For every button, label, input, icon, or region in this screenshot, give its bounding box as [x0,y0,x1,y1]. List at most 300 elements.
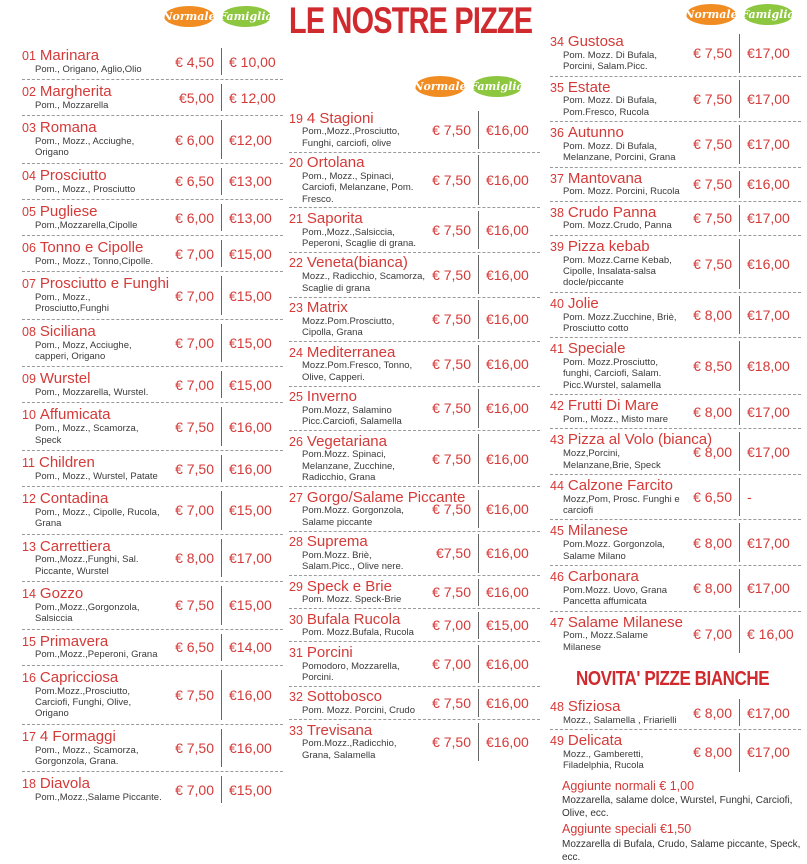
price-normale: € 7,00 [175,781,214,798]
item-ingredients: Pom., Mozzarella [35,99,109,111]
price-famiglia: €17,00 [739,733,801,772]
item-ingredients: Mozz., Radicchio, Scamorza, Scaglie di grana [302,271,426,294]
price-normale: € 8,50 [693,358,732,375]
item-title [550,478,687,494]
item-info [550,478,689,517]
item-ingredients: Pom. Mozz. Porcini, Crudo [302,705,415,717]
item-number: 19 [289,111,303,126]
menu-column-right [540,0,807,863]
menu-item [22,450,283,486]
item-name: 4 Formaggi [39,727,116,745]
item-title [550,699,687,715]
item-info [22,371,165,398]
item-name: Estate [567,78,611,96]
item-ingredients: Pom., Origano, Aglio,Olio [35,63,142,75]
item-list-middle [289,108,540,764]
price-famiglia: €13,00 [221,168,283,195]
item-number: 46 [550,569,564,584]
price-famiglia: €12,00 [221,120,283,159]
item-ingredients: Pom., Mozz., Cipolle, Rucola, Grana [35,506,160,530]
item-name: Bufala Rucola [306,610,401,628]
item-ingredients: Pom. Mozz.Bufala, Rucola [302,627,414,639]
menu-item [550,235,801,292]
price-normale: € 4,50 [175,53,214,70]
note-description: Mozzarella, salame dolce, Wurstel, Funghi, Carciofi, Olive, ecc. [562,795,793,820]
price-normale: € 7,50 [175,418,214,435]
menu-item [289,430,540,486]
item-title [550,569,687,585]
item-number: 04 [22,168,36,183]
price-normale: € 7,50 [693,255,732,272]
note-aggiunte-speciali [562,822,801,864]
price-normale: € 7,50 [432,450,471,467]
item-number: 12 [22,492,36,507]
item-title [22,670,163,686]
price-famiglia: € 10,00 [221,48,283,75]
item-info [550,205,689,232]
item-ingredients: Pom. Mozz. Di Bufala, Pom.Fresco, Rucola [563,95,657,118]
item-number: 10 [22,408,36,423]
item-name: Tonno e Cipolle [39,239,144,257]
menu-item [22,319,283,367]
item-title [22,275,170,293]
item-name: Contadina [39,490,109,508]
menu-item [550,201,801,235]
item-name: Carrettiera [39,537,111,555]
item-ingredients: Pom.Mozz. Uovo, Grana Pancetta affumicata [563,584,668,608]
item-number: 42 [550,399,564,414]
price-normale: €5,00 [178,89,214,106]
price-famiglia: €16,00 [478,300,540,339]
item-info [289,723,428,762]
item-ingredients: Pom.,Mozz.,Salsiccia, Peperoni, Scaglie di grana. [302,226,417,250]
item-number: 18 [22,777,36,792]
menu-item [289,686,540,719]
menu-item [22,665,283,724]
item-number: 26 [289,434,303,449]
item-number: 20 [289,156,303,171]
item-ingredients: Pom., Mozz., Scamorza, Speck [35,423,139,446]
item-title [550,34,687,50]
item-number: 09 [22,372,36,387]
item-info [550,615,689,654]
item-title [289,389,426,405]
item-ingredients: Pom., Mozz., Scamorza, Gorgonzola, Grana. [35,744,139,767]
price-famiglia: €16,00 [478,723,540,762]
item-info [550,239,689,289]
price-normale: € 7,00 [175,376,214,393]
item-info [22,120,165,159]
price-famiglia: €16,00 [221,729,283,768]
famiglia-badge: Famiglia [743,4,793,25]
item-name: Gozzo [39,585,84,603]
price-famiglia: €17,00 [739,205,801,232]
menu-item [550,565,801,611]
pizze-bianche-header: NOVITA' PIZZE BIANCHE [576,668,770,691]
menu-item [289,608,540,641]
note-label: Aggiunte speciali €1,50 [562,822,692,837]
menu-item [22,486,283,534]
item-title [550,733,687,749]
menu-item [22,402,283,450]
item-ingredients: Pom. Mozz.Carne Kebab, Cipolle, Insalata-salsa docle/piccante [563,254,672,289]
item-number: 17 [22,729,36,744]
item-number: 01 [22,49,36,63]
item-name: Pugliese [39,202,98,220]
price-normale: € 8,00 [693,443,732,460]
item-info [289,389,428,428]
price-famiglia: €15,00 [221,276,283,315]
menu-item [22,771,283,807]
item-info [289,579,428,606]
item-number: 21 [289,211,303,226]
price-header-right [550,4,801,25]
price-famiglia: €17,00 [739,523,801,562]
price-famiglia: € 12,00 [221,84,283,111]
item-title [22,204,163,220]
item-number: 02 [22,85,36,100]
item-number: 15 [22,634,36,649]
menu-item [550,696,801,729]
menu-item [289,386,540,431]
item-number: 29 [289,579,303,594]
menu-item [550,611,801,657]
price-famiglia: €16,00 [221,670,283,720]
price-normale: € 6,50 [693,489,732,506]
price-famiglia: €16,00 [739,171,801,198]
price-famiglia: €16,00 [221,407,283,446]
item-info [22,670,165,720]
item-title [22,120,163,136]
price-normale: € 7,50 [432,733,471,750]
price-famiglia: €16,00 [739,239,801,289]
menu-item [22,629,283,665]
menu-item [550,729,801,775]
price-famiglia: €16,00 [478,490,540,529]
item-ingredients: Mozz., Gamberetti, Filadelphia, Rucola [563,748,644,772]
price-normale: € 7,50 [693,90,732,107]
item-title [289,645,426,661]
menu-item [22,115,283,163]
item-ingredients: Pom., Mozz., Wurstel, Patate [35,470,158,482]
item-name: Children [38,453,95,471]
item-title [550,523,687,539]
item-name: Crudo Panna [567,203,657,221]
item-title [22,539,163,555]
item-info [289,645,428,684]
item-title [22,371,163,387]
item-name: Matrix [306,299,348,317]
item-info [22,407,165,446]
item-number: 14 [22,587,36,602]
menu-item [550,394,801,428]
item-ingredients: Pom., Mozz., Acciughe, Origano [35,136,135,159]
item-number: 03 [22,121,36,136]
price-normale: € 7,00 [432,617,471,634]
famiglia-badge: Famiglia [221,6,271,27]
item-name: Speck e Brie [306,577,392,595]
item-name: Porcini [306,643,353,661]
item-number: 40 [550,296,564,311]
price-normale: € 8,00 [693,307,732,324]
item-name: Veneta(bianca) [306,254,408,272]
item-number: 49 [550,734,564,749]
item-number: 06 [22,241,36,256]
item-info [22,204,165,231]
menu-item [289,252,540,297]
menu-item [550,337,801,394]
price-normale: € 7,50 [175,686,214,703]
price-famiglia: €13,00 [221,204,283,231]
price-famiglia: €14,00 [221,634,283,661]
item-ingredients: Pom. Mozz. Di Bufala, Melanzane, Porcini, Grana [563,140,676,164]
item-info [289,434,428,484]
page-title: LE NOSTRE PIZZE [289,0,533,41]
item-name: Marinara [39,47,100,64]
item-number: 30 [289,612,303,627]
item-name: Affumicata [39,406,111,424]
menu-item [550,31,801,76]
item-info [22,324,165,363]
normale-badge: Normale [164,6,214,27]
item-number: 31 [289,645,303,660]
item-name: Inverno [306,388,357,406]
price-normale: € 6,50 [175,639,214,656]
menu-item [289,152,540,208]
item-name: Prosciutto [39,166,107,184]
item-name: Salame Milanese [567,613,683,631]
menu-item [289,207,540,252]
item-number: 34 [550,35,564,49]
price-famiglia: €16,00 [478,434,540,484]
item-info [22,586,165,625]
price-famiglia: €17,00 [739,398,801,425]
item-info [550,398,689,425]
note-aggiunte-normali [562,779,801,821]
item-title [289,255,426,271]
menu-item [289,341,540,386]
item-ingredients: Pom.Mozz. Briè, Salam.Picc., Olive nere. [302,549,404,573]
extras-notes [550,775,801,864]
price-famiglia: €17,00 [221,539,283,578]
item-title [289,111,426,127]
item-name: Romana [39,119,97,137]
item-ingredients: Pom.,Mozz.,Salame Piccante. [35,792,162,804]
price-famiglia: €18,00 [739,341,801,391]
price-famiglia: €16,00 [478,579,540,606]
price-famiglia: €16,00 [478,645,540,684]
item-title [22,491,163,507]
price-famiglia: € 16,00 [739,615,801,654]
item-title [22,324,163,340]
price-normale: € 7,50 [432,584,471,601]
item-info [289,534,428,573]
item-ingredients: Pom., Mozz., Tonno,Cipolle. [35,255,154,267]
item-ingredients: Pom.Mozz. Spinaci, Melanzane, Zucchine, Radicchio, Grana [302,449,395,484]
price-famiglia: €16,00 [478,111,540,150]
item-title [289,345,426,361]
item-name: Milanese [567,522,628,540]
item-title [550,341,687,357]
menu-item [550,167,801,201]
menu-item [550,76,801,122]
item-info [289,255,428,294]
item-title [550,239,687,255]
item-name: Frutti Di Mare [567,397,659,415]
item-info [289,689,428,716]
item-ingredients: Pom. Mozz.Zucchine, Briè, Prosciutto cotto [563,311,677,334]
price-normale: € 7,50 [693,176,732,193]
item-info [289,345,428,384]
price-famiglia: €16,00 [478,534,540,573]
price-famiglia: €15,00 [221,371,283,398]
item-name: Mantovana [567,169,643,187]
item-ingredients: Pom.,Mozzarella,Cipolle [35,219,138,231]
item-number: 08 [22,324,36,339]
item-info [22,539,165,578]
price-famiglia: €15,00 [478,612,540,639]
menu-item [22,163,283,199]
menu-column-middle [283,0,540,761]
item-ingredients: Pom.,Mozz.,Gorgonzola, Salsiccia [35,601,140,625]
item-ingredients: Pomodoro, Mozzarella, Porcini. [302,660,400,684]
item-ingredients: Pom., Mozz.Salame Milanese [563,630,648,653]
item-number: 35 [550,80,564,95]
item-name: Wurstel [39,370,91,388]
price-normale: € 8,00 [175,549,214,566]
item-title [289,488,466,506]
price-normale: € 7,50 [432,121,471,138]
price-famiglia: €16,00 [478,689,540,716]
item-title [22,776,163,792]
item-info [550,523,689,562]
price-famiglia: €16,00 [478,255,540,294]
price-normale: € 7,50 [432,266,471,283]
item-number: 25 [289,390,303,405]
item-info [550,125,689,164]
item-title [22,48,163,64]
item-number: 45 [550,524,564,539]
item-title [289,434,426,450]
price-header-middle [289,76,540,97]
item-title [550,205,687,221]
menu-item [22,366,283,402]
price-famiglia: €15,00 [221,586,283,625]
item-number: 36 [550,126,564,141]
item-number: 39 [550,239,564,254]
item-name: Saporita [306,209,363,227]
item-title [22,586,163,602]
price-normale: € 6,50 [175,173,214,190]
item-title [550,431,713,449]
item-info [550,733,689,772]
menu-item [22,724,283,772]
item-name: Trevisana [306,721,373,739]
item-number: 24 [289,345,303,360]
item-name: Suprema [306,533,368,551]
price-normale: € 8,00 [693,403,732,420]
item-info [22,240,165,267]
item-info [289,111,428,150]
menu-item [22,235,283,271]
item-name: Delicata [567,732,623,750]
item-ingredients: Pom.,Mozz.,Peperoni, Grana [35,649,158,661]
price-normale: € 8,00 [693,534,732,551]
menu-item [22,534,283,582]
item-info [550,171,689,198]
price-famiglia: €15,00 [221,776,283,803]
item-ingredients: Mozz.Pom.Fresco, Tonno, Olive, Capperi. [302,360,413,383]
item-number: 48 [550,700,564,715]
price-normale: € 7,50 [432,222,471,239]
item-title [22,84,163,100]
item-title [289,579,426,595]
price-normale: € 7,50 [175,597,214,614]
item-name: Carbonara [567,567,639,585]
item-info [22,168,165,195]
price-normale: € 7,00 [175,335,214,352]
item-number: 38 [550,205,564,220]
price-famiglia: €16,00 [478,211,540,250]
price-famiglia: €16,00 [478,345,540,384]
item-title [550,296,687,312]
normale-badge: Normale [686,4,736,25]
item-title [22,634,163,650]
normale-badge: Normale [415,76,465,97]
price-normale: € 7,00 [175,245,214,262]
item-info [22,729,165,768]
menu-item [550,292,801,338]
price-normale: € 7,00 [693,625,732,642]
price-normale: € 7,50 [693,45,732,62]
item-title [550,171,687,187]
item-name: Sfiziosa [567,698,621,716]
menu-item [22,199,283,235]
item-name: Calzone Farcito [567,476,673,494]
price-famiglia: €17,00 [739,432,801,471]
item-name: Pizza kebab [567,237,650,255]
price-normale: € 8,00 [693,704,732,721]
item-info [22,455,165,482]
item-name: Mediterranea [306,343,396,361]
item-title [550,125,687,141]
item-ingredients: Mozz,Porcini, Melanzane,Brie, Speck [563,448,661,471]
item-number: 41 [550,342,564,357]
item-ingredients: Pom.,Mozz.,Funghi, Sal. Piccante, Wurstel [35,554,139,577]
item-name: Ortolana [306,154,365,172]
price-famiglia: €17,00 [739,34,801,73]
item-ingredients: Mozz,Pom, Prosc. Funghi e carciofi [563,493,680,517]
price-normale: € 7,50 [432,311,471,328]
item-name: Primavera [39,632,109,650]
item-ingredients: Pom. Mozz.Prosciutto, funghi, Carciofi, Salam. Picc.Wurstel, salamella [563,357,662,391]
item-title [550,80,687,96]
item-title [22,455,163,471]
item-info [550,569,689,608]
price-normale: € 7,50 [693,210,732,227]
menu-item [550,519,801,565]
item-info [550,34,689,73]
item-info [550,699,689,726]
item-info [22,275,170,315]
menu-item [289,575,540,608]
price-normale: € 7,00 [175,502,214,519]
price-famiglia: €15,00 [221,491,283,530]
item-ingredients: Pom., Mozzarella, Wurstel. [35,387,149,399]
item-title [289,723,426,739]
item-ingredients: Pom.Mozz.,Prosciutto, Carciofi, Funghi, Olive, Origano [35,685,132,720]
price-normale: € 6,00 [175,209,214,226]
